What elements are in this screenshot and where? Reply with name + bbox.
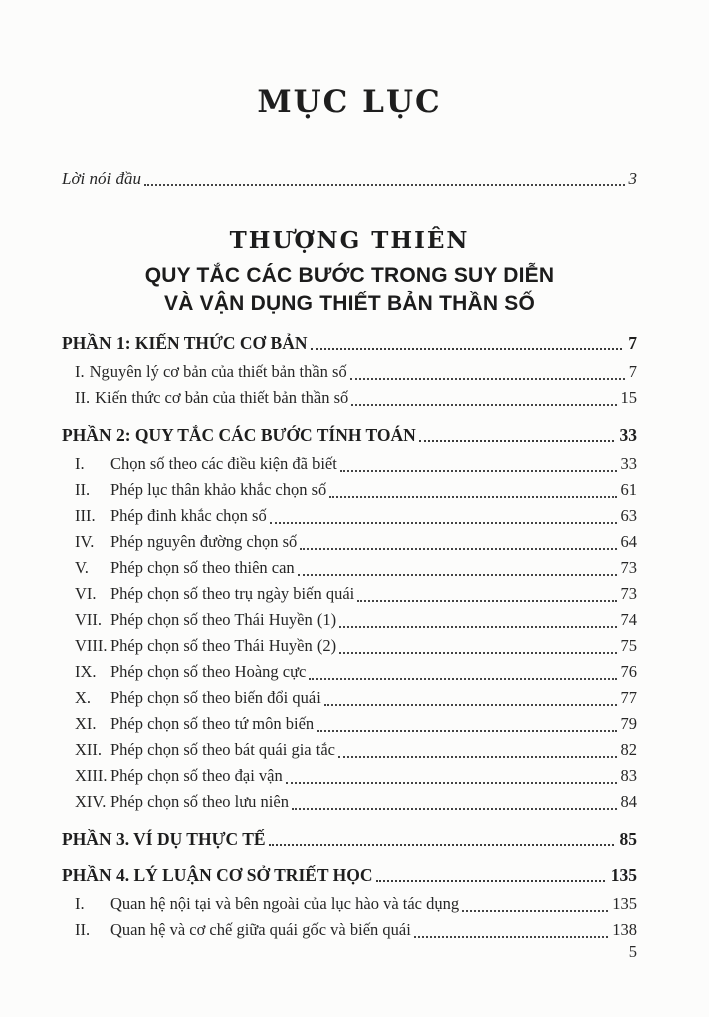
preface-page: 3 <box>628 169 637 188</box>
toc-entry-label: PHẦN 1: KIẾN THỨC CƠ BẢN <box>62 333 308 353</box>
toc-item-numeral: I. <box>75 894 85 913</box>
toc-entry-label: Phép nguyên đường chọn số <box>110 532 298 551</box>
toc-item-row <box>62 451 637 477</box>
toc-entry-label: Phép chọn số theo biến đổi quái <box>110 688 321 707</box>
toc-item-numeral: XIV. <box>75 792 107 811</box>
dot-leader <box>329 496 616 498</box>
toc-entry-page: 73 <box>620 584 637 603</box>
dot-leader <box>292 808 617 810</box>
toc-item-numeral: II. <box>75 388 91 407</box>
toc-item-row <box>62 555 637 581</box>
toc-part-row <box>62 424 637 447</box>
dot-leader <box>350 378 625 380</box>
toc-item-numeral: IV. <box>75 532 95 551</box>
dot-leader <box>144 184 625 186</box>
toc-item-numeral: XIII. <box>75 766 108 785</box>
toc-item-row <box>62 789 637 815</box>
page-number: 5 <box>628 942 637 961</box>
toc-part-row <box>62 828 637 851</box>
dot-leader <box>376 880 605 882</box>
toc-item-row <box>62 607 637 633</box>
section-subtitle <box>62 262 637 318</box>
toc-entry-page: 33 <box>619 425 637 445</box>
toc-entry-label: Nguyên lý cơ bản của thiết bản thần số <box>89 362 347 381</box>
toc-entry-label: Phép đinh khắc chọn số <box>110 506 267 525</box>
toc-entry-page: 15 <box>620 388 637 407</box>
toc-item-numeral: VI. <box>75 584 97 603</box>
toc-part-row <box>62 864 637 887</box>
toc-item-row <box>62 891 637 917</box>
toc-entry-page: 135 <box>612 894 637 913</box>
dot-leader <box>309 678 616 680</box>
toc-item-row <box>62 685 637 711</box>
dot-leader <box>317 730 616 732</box>
dot-leader <box>311 348 623 350</box>
page-content <box>62 0 637 943</box>
dot-leader <box>414 936 608 938</box>
dot-leader <box>340 470 617 472</box>
toc-item-numeral: IX. <box>75 662 97 681</box>
toc-entry-label: PHẦN 4. LÝ LUẬN CƠ SỞ TRIẾT HỌC <box>62 865 373 885</box>
toc-entry-page: 63 <box>620 506 637 525</box>
toc-item-row <box>62 385 637 411</box>
toc-entry-label: Phép chọn số theo thiên can <box>110 558 295 577</box>
toc-entry-page: 74 <box>620 610 637 629</box>
subtitle-line-1: QUY TẮC CÁC BƯỚC TRONG SUY DIỄN <box>144 264 555 287</box>
toc-entry-label: Phép chọn số theo Hoàng cực <box>110 662 307 681</box>
toc-entry-label: Phép chọn số theo Thái Huyền (1) <box>110 610 337 629</box>
dot-leader <box>270 522 617 524</box>
toc-entry-page: 61 <box>620 480 637 499</box>
toc-item-row <box>62 711 637 737</box>
toc-entry-page: 73 <box>620 558 637 577</box>
dot-leader <box>269 844 614 846</box>
toc-item-row <box>62 737 637 763</box>
toc-entry-label: Kiến thức cơ bản của thiết bản thần số <box>95 388 349 407</box>
toc-item-row <box>62 633 637 659</box>
toc-entry-page: 83 <box>620 766 637 785</box>
dot-leader <box>300 548 616 550</box>
toc-part-row <box>62 332 637 355</box>
toc-item-numeral: VIII. <box>75 636 108 655</box>
toc-item-numeral: VII. <box>75 610 103 629</box>
toc-entry-page: 135 <box>610 865 637 885</box>
toc-entry-page: 7 <box>628 362 637 381</box>
toc-item-numeral: V. <box>75 558 89 577</box>
dot-leader <box>338 756 617 758</box>
toc-entry-page: 76 <box>620 662 637 681</box>
toc-item-numeral: X. <box>75 688 92 707</box>
dot-leader <box>357 600 616 602</box>
dot-leader <box>339 652 616 654</box>
toc-entry-label: Phép chọn số theo Thái Huyền (2) <box>110 636 337 655</box>
dot-leader <box>286 782 617 784</box>
toc-entry-label: Phép chọn số theo đại vận <box>110 766 283 785</box>
dot-leader <box>298 574 617 576</box>
toc-entry-page: 75 <box>620 636 637 655</box>
toc-entry-label: Phép chọn số theo lưu niên <box>110 792 289 811</box>
toc-item-row <box>62 581 637 607</box>
toc-item-row <box>62 477 637 503</box>
toc-item-numeral: II. <box>75 480 91 499</box>
toc-item-numeral: XII. <box>75 740 103 759</box>
toc-list <box>62 332 637 943</box>
toc-entry-label: PHẦN 2: QUY TẮC CÁC BƯỚC TÍNH TOÁN <box>62 425 416 445</box>
toc-entry-label: Phép chọn số theo bát quái gia tắc <box>110 740 335 759</box>
toc-item-numeral: II. <box>75 920 91 939</box>
toc-entry-label: Quan hệ nội tại và bên ngoài của lục hào và tác dụng <box>110 894 460 913</box>
page-title: MỤC LỤC <box>257 84 442 120</box>
toc-entry-label: Phép chọn số theo trụ ngày biến quái <box>110 584 355 603</box>
toc-item-row <box>62 503 637 529</box>
toc-entry-page: 77 <box>620 688 637 707</box>
dot-leader <box>351 404 616 406</box>
subtitle-line-2: VÀ VẬN DỤNG THIẾT BẢN THẦN SỐ <box>164 292 535 315</box>
toc-item-row <box>62 359 637 385</box>
preface-row <box>62 167 637 191</box>
toc-entry-page: 64 <box>620 532 637 551</box>
toc-item-row <box>62 659 637 685</box>
toc-entry-page: 82 <box>620 740 637 759</box>
preface-label: Lời nói đầu <box>62 169 141 188</box>
toc-entry-label: Chọn số theo các điều kiện đã biết <box>110 454 337 473</box>
toc-entry-page: 7 <box>628 333 637 353</box>
dot-leader <box>339 626 616 628</box>
toc-entry-page: 138 <box>612 920 637 939</box>
toc-item-row <box>62 529 637 555</box>
dot-leader <box>324 704 617 706</box>
toc-entry-page: 33 <box>620 454 637 473</box>
toc-item-numeral: III. <box>75 506 96 525</box>
toc-item-row <box>62 917 637 943</box>
toc-item-row <box>62 763 637 789</box>
toc-entry-page: 85 <box>619 829 637 849</box>
toc-item-numeral: I. <box>75 362 85 381</box>
toc-entry-label: Phép chọn số theo tứ môn biến <box>110 714 315 733</box>
toc-item-numeral: XI. <box>75 714 97 733</box>
section-heading: THƯỢNG THIÊN <box>229 227 470 254</box>
toc-entry-label: Quan hệ và cơ chế giữa quái gốc và biến quái <box>110 920 411 939</box>
dot-leader <box>419 440 614 442</box>
toc-entry-label: PHẦN 3. VÍ DỤ THỰC TẾ <box>62 829 266 849</box>
toc-entry-page: 79 <box>620 714 637 733</box>
toc-entry-page: 84 <box>620 792 637 811</box>
toc-entry-label: Phép lục thân khảo khắc chọn số <box>110 480 327 499</box>
dot-leader <box>462 910 608 912</box>
toc-item-numeral: I. <box>75 454 85 473</box>
